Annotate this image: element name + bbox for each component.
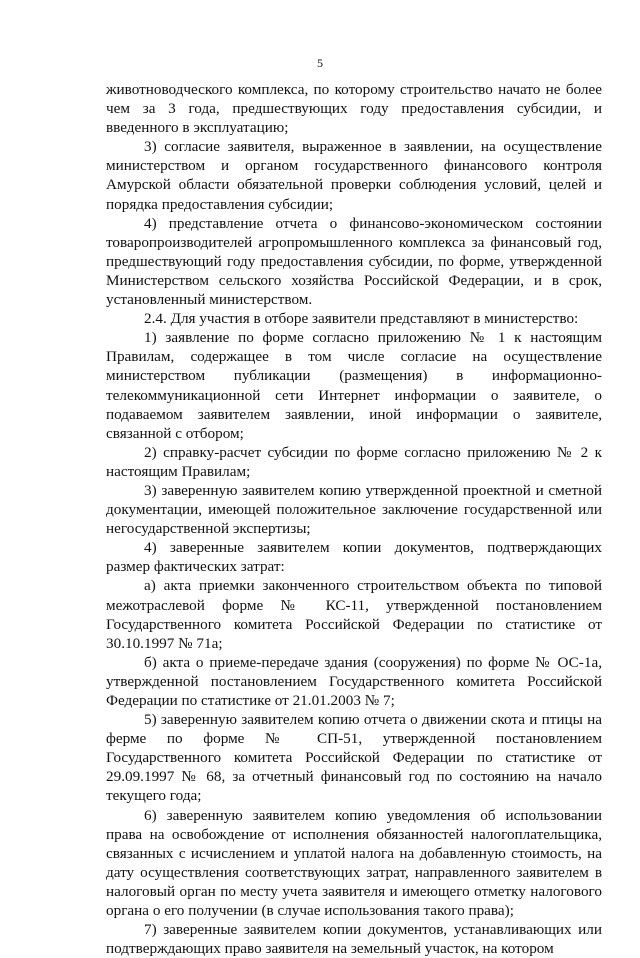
paragraph-doc-2-calculation: 2) справку-расчет субсидии по форме согласно приложению № 2 к настоящим Правилам;: [106, 443, 602, 480]
paragraph-item-4-report: 4) представление отчета о финансово-экономическом состоянии товаропроизводителей агропромышленного комплекса за финансовый год, предшествующий году предоставления субсидии, по форме, утвержденной Министерством сельского хозяйства Российской Федерации, и в срок, установленный министерством.: [106, 214, 602, 309]
page-number: 5: [317, 56, 323, 70]
paragraph-doc-4-costs: 4) заверенные заявителем копии документов, подтверждающих размер фактических затрат:: [106, 539, 602, 576]
paragraph-doc-4a-ks11: а) акта приемки законченного строительством объекта по типовой межотраслевой форме № КС-11, утвержденной постановлением Государственного комитета Российской Федерации по статистике от 30.10.1997 № 71а;: [106, 577, 602, 652]
paragraph-doc-3-project: 3) заверенную заявителем копию утвержденной проектной и сметной документации, имеющей положительное заключение государственной или негосударственной экспертизы;: [106, 481, 602, 538]
paragraph-item-3-consent: 3) согласие заявителя, выраженное в заявлении, на осуществление министерством и органом государственного финансового контроля Амурской области обязательной проверки соблюдения условий, целей и порядка предоставления субсидии;: [106, 138, 602, 213]
paragraph-doc-4b-os1a: б) акта о приеме-передаче здания (сооружения) по форме № ОС-1а, утвержденной постановлением Государственного комитета Российской Федерации по статистике от 21.01.2003 № 7;: [106, 653, 602, 709]
paragraph-doc-5-livestock: 5) заверенную заявителем копию отчета о движении скота и птицы на ферме по форме № СП-51, утвержденной постановлением Государственного комитета Российской Федерации по статистике от 29.09.1997 № 68, за отчетный финансовый год по состоянию на начало текущего года;: [106, 711, 602, 805]
paragraph-doc-6-vat-notice: 6) заверенную заявителем копию уведомления об использовании права на освобождение от исполнения обязанностей налогоплательщика, связанных с исчислением и уплатой налога на добавленную стоимость, на дату осуществления соответствующих затрат, направленного заявителем в налоговый орган по месту учета заявителя и имеющего отметку налогового органа о его получении (в случае использования такого права);: [106, 806, 602, 920]
document-body: [106, 80, 602, 958]
paragraph-doc-1-application: 1) заявление по форме согласно приложению № 1 к настоящим Правилам, содержащее в том числе согласие на осуществление министерством публикации (размещения) в информационно-телекоммуникационной сети Интернет информации о заявителе, о подаваемом заявителем заявлении, иной информации о заявителе, связанной с отбором;: [106, 329, 602, 442]
paragraph-doc-7-land: 7) заверенные заявителем копии документов, устанавливающих или подтверждающих право заявителя на земельный участок, на котором: [106, 921, 602, 958]
paragraph-section-2-4: 2.4. Для участия в отборе заявители представляют в министерство:: [144, 310, 579, 328]
paragraph-continuation: животноводческого комплекса, по которому строительство начато не более чем за 3 года, предшествующих году предоставления субсидии, и введенного в эксплуатацию;: [106, 81, 602, 137]
